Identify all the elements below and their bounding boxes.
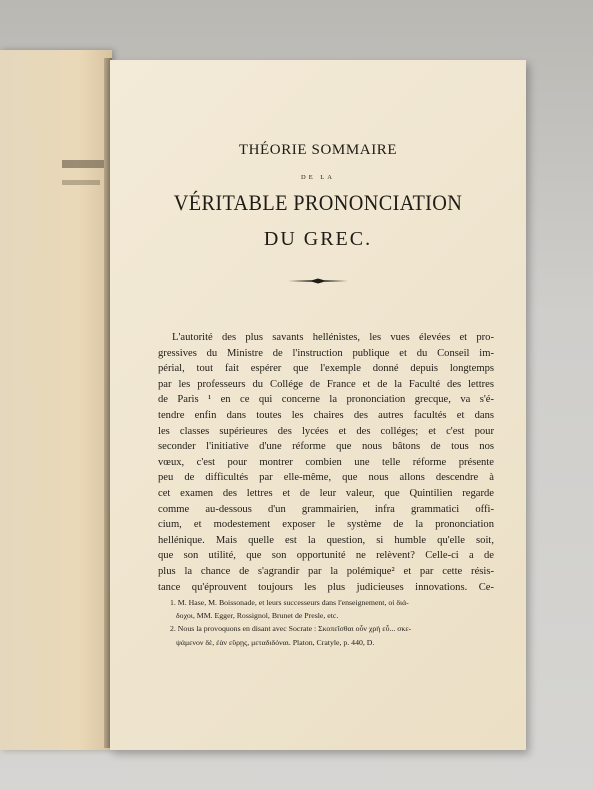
body-line: tendre enfin dans toutes les chaires des autres facultés et dans	[158, 409, 494, 421]
title-line-3: VÉRITABLE PRONONCIATION	[173, 190, 463, 215]
body-line: comme au-dessous d'un grammairien, infra grammatici offi-	[158, 503, 494, 515]
body-text	[158, 330, 494, 595]
document-page	[110, 60, 526, 750]
footnote-line: 1. M. Hase, M. Boissonade, et leurs successeurs dans l'enseignement, οἱ διά-	[170, 598, 409, 607]
footnote-line: δοχοι, MM. Egger, Rossignol, Brunet de Presle, etc.	[176, 611, 339, 621]
title-line-1: THÉORIE SOMMAIRE	[238, 142, 398, 158]
body-line: les classes supérieures des lycées et des colléges; et c'est pour	[158, 425, 494, 437]
body-line: peu de difficultés par elle-même, que nous allons descendre à	[158, 472, 494, 484]
footnote-line: 2. Nous la provoquons en disant avec Socrate : Σκοπεῖσθαι οὖν χρὴ εὖ... σκε-	[170, 624, 412, 634]
previous-page	[0, 50, 112, 750]
body-line: que son utilité, que son opportunité ne relèvent? Celle-ci a de	[158, 550, 494, 562]
title-line-2: DE LA	[301, 174, 335, 181]
body-line: par les professeurs du Collége de France et de la Faculté des lettres	[158, 378, 494, 390]
title-line-4: DU GREC.	[263, 228, 373, 250]
ornament-rule-icon	[288, 278, 348, 284]
body-line: tance qu'éprouvent toujours les plus judicieuses innovations. Ce-	[158, 581, 494, 593]
bleed-through-mark	[62, 180, 100, 185]
body-line: vœux, c'est pour montrer combien une telle réforme présente	[158, 456, 494, 468]
body-line: de Paris ¹ en ce qui concerne la prononciation grecque, va s'é-	[158, 394, 494, 406]
body-line: cium, et modestement exposer le système de la prononciation	[158, 519, 494, 531]
body-line: gressives du Ministre de l'instruction publique et du Conseil im-	[158, 347, 494, 359]
body-line: seconder l'initiative d'une réforme que nous bâtons de tous nos	[158, 441, 494, 453]
body-line: L'autorité des plus savants hellénistes, les vues élevées et pro-	[172, 332, 494, 343]
body-line: périal, tout fait espérer que l'exemple donné depuis longtemps	[158, 363, 494, 375]
body-line: plus la chance de s'agrandir par la polémique² et par cette résis-	[158, 565, 494, 577]
body-line: cet examen des lettres et de leur valeur, que Quintilien regarde	[158, 487, 494, 499]
body-line: hellénique. Mais quelle est la question, si humble qu'elle soit,	[158, 534, 494, 546]
footnote-line: ψάμενον δὲ, ἐὰν εὕρῃς, μεταδιδόναι. Platon, Cratyle, p. 440, D.	[176, 637, 375, 647]
footnotes	[170, 596, 494, 649]
bleed-through-mark	[62, 160, 106, 168]
